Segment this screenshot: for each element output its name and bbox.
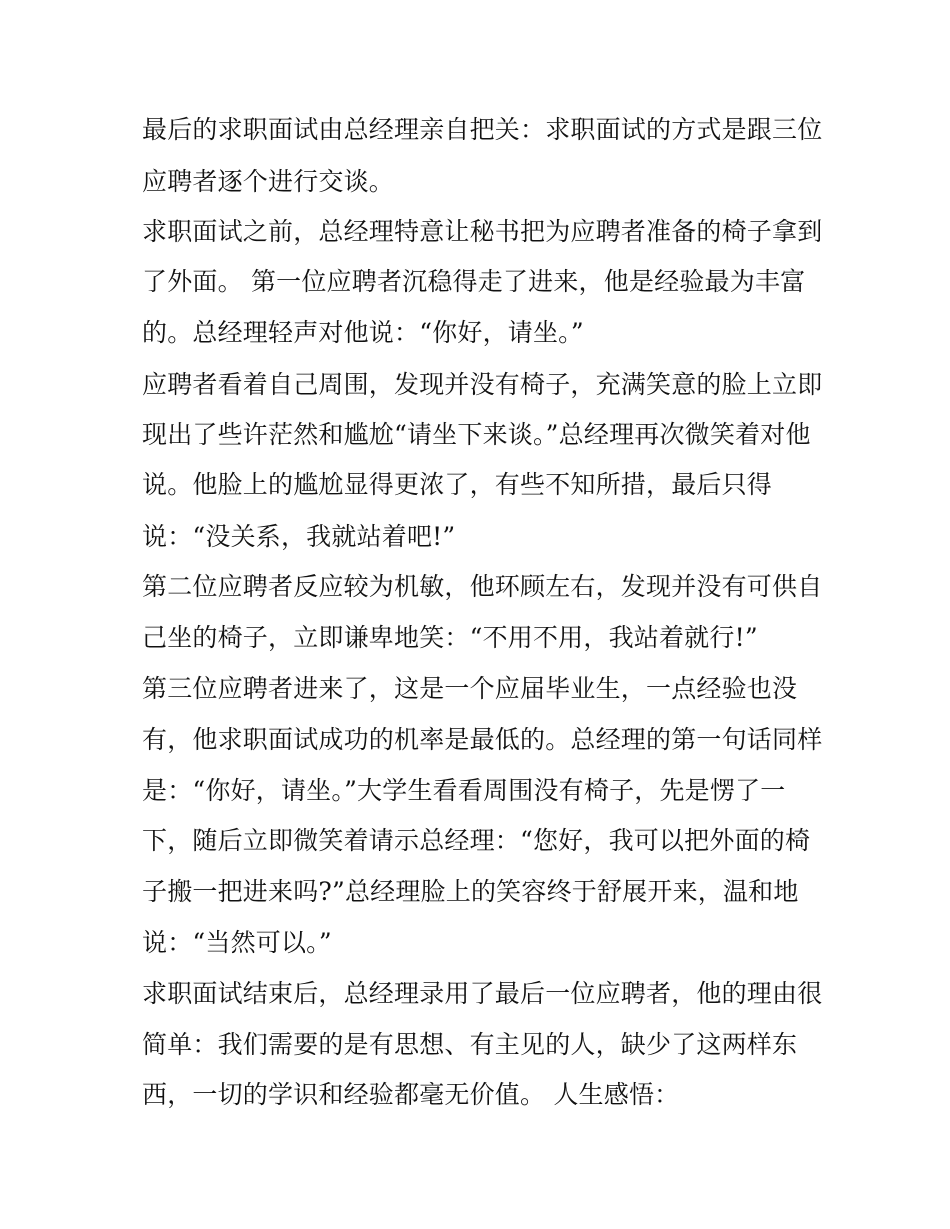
text-line: 说。他脸上的尴尬显得更浓了，有些不知所措，最后只得 (142, 470, 773, 499)
text-line: 现出了些许茫然和尴尬“请坐下来谈。”总经理再次微笑着对他 (142, 420, 811, 449)
text-line: 了外面。 第一位应聘者沉稳得走了进来，他是经验最为丰富 (142, 267, 806, 296)
text-line: 己坐的椅子，立即谦卑地笑：“不用不用，我站着就行!” (142, 623, 758, 652)
text-line: 求职面试之前，总经理特意让秘书把为应聘者准备的椅子拿到 (142, 217, 823, 246)
text-line: 的。总经理轻声对他说：“你好，请坐。” (142, 318, 584, 347)
text-line: 求职面试结束后，总经理录用了最后一位应聘者，他的理由很 (142, 979, 823, 1008)
text-line: 说：“当然可以。” (142, 928, 332, 957)
text-line: 第二位应聘者反应较为机敏，他环顾左右，发现并没有可供自 (142, 572, 823, 601)
text-line: 应聘者逐个进行交谈。 (142, 167, 395, 196)
text-line: 应聘者看着自己周围，发现并没有椅子，充满笑意的脸上立即 (142, 370, 823, 399)
text-line: 是：“你好，请坐。”大学生看看周围没有椅子，先是愣了一 (142, 776, 786, 805)
text-line: 最后的求职面试由总经理亲自把关：求职面试的方式是跟三位 (142, 115, 823, 144)
text-line: 有，他求职面试成功的机率是最低的。总经理的第一句话同样 (142, 725, 823, 754)
text-line: 第三位应聘者进来了，这是一个应届毕业生，一点经验也没 (142, 674, 798, 703)
text-line: 简单：我们需要的是有思想、有主见的人，缺少了这两样东 (142, 1030, 798, 1059)
text-line: 说：“没关系，我就站着吧!” (142, 522, 456, 551)
text-line: 子搬一把进来吗?”总经理脸上的笑容终于舒展开来，温和地 (142, 877, 799, 906)
text-line: 西，一切的学识和经验都毫无价值。 人生感悟： (142, 1080, 680, 1109)
text-line: 下，随后立即微笑着请示总经理：“您好，我可以把外面的椅 (142, 826, 811, 855)
